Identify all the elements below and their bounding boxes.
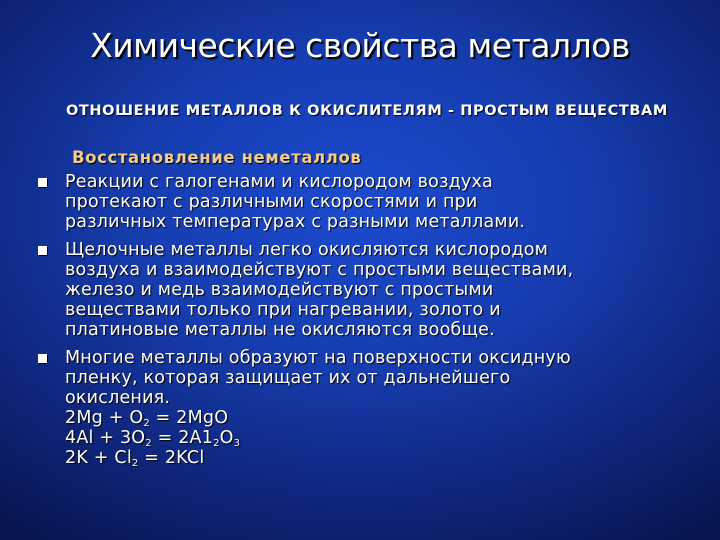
- bullet-line: веществами только при нагревании, золото и: [65, 300, 501, 320]
- bullet-line: воздуха и взаимодействуют с простыми веществами,: [65, 260, 574, 280]
- bullet-line: протекают с различными скоростями и при: [65, 192, 478, 212]
- bullet-line: железо и медь взаимодействуют с простыми: [65, 280, 494, 300]
- equation-potassium: $2K + Cl_2 = 2KCl$: [65, 448, 205, 469]
- section-heading: ОТНОШЕНИЕ МЕТАЛЛОВ К ОКИСЛИТЕЛЯМ - ПРОСТЫМ ВЕЩЕСТВАМ: [66, 103, 668, 119]
- bullet-item-oxide-film: [38, 348, 698, 468]
- bullet-list: [38, 172, 698, 476]
- bullet-line: платиновые металлы не окисляются вообще.: [65, 320, 495, 340]
- bullet-line: окисления.: [65, 388, 171, 408]
- bullet-item-halogens: [38, 172, 698, 232]
- slide-title: Химические свойства металлов: [90, 26, 630, 65]
- bullet-square-icon: [38, 246, 47, 255]
- bullet-line: Реакции с галогенами и кислородом воздуха: [65, 172, 493, 192]
- bullet-square-icon: [38, 178, 47, 187]
- bullet-line: различных температурах с разными металлами.: [65, 212, 526, 232]
- bullet-line: Многие металлы образуют на поверхности оксидную: [65, 348, 571, 368]
- section-subheading: Восстановление неметаллов: [72, 148, 362, 167]
- bullet-line: Щелочные металлы легко окисляются кислородом: [65, 240, 549, 260]
- equation-aluminium: $4Al + 3O_2 = 2A1_2O_3$: [65, 428, 241, 449]
- bullet-line: пленку, которая защищает их от дальнейшего: [65, 368, 511, 388]
- bullet-item-alkali-metals: [38, 240, 698, 340]
- bullet-square-icon: [38, 354, 47, 363]
- equation-magnesium: $2Mg + O_2 = 2MgO$: [65, 408, 229, 429]
